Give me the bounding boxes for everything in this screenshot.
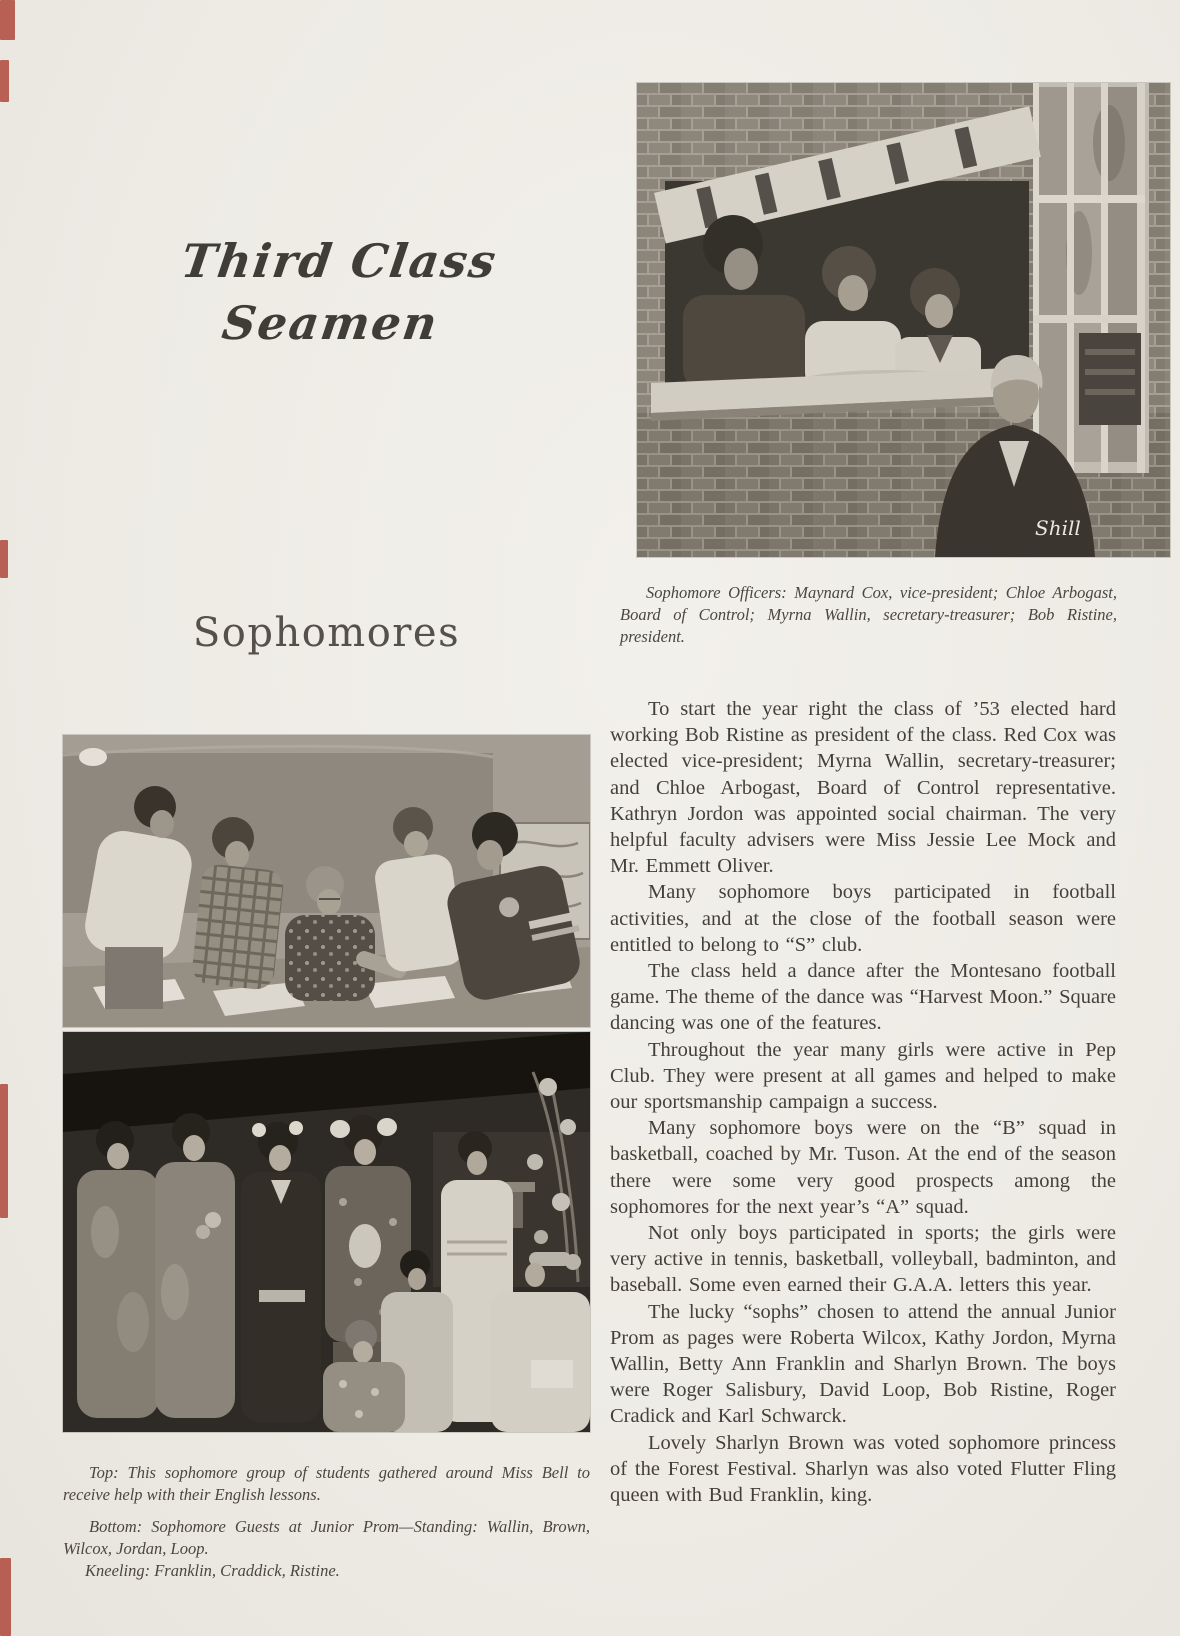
body-paragraph: Many sophomore boys participated in football activities, and at the close of the football season were entitled to belong to “S” club. <box>610 881 1116 956</box>
scan-mark <box>0 0 15 40</box>
masthead-line2: Seamen <box>219 296 443 350</box>
scan-mark <box>0 1084 8 1218</box>
body-text-column <box>610 696 1116 1508</box>
scan-mark <box>0 60 9 102</box>
prom-caption-text: Bottom: Sophomore Guests at Junior Prom—Standing: Wallin, Brown, Wilcox, Jordan, Loop. <box>63 1517 590 1558</box>
officers-photo <box>637 83 1170 557</box>
classroom-photo <box>63 735 590 1027</box>
officers-caption <box>620 582 1117 648</box>
body-paragraph: Throughout the year many girls were active in Pep Club. They were present at all games and helped to make our sportsmanship campaign a success. <box>610 1038 1116 1114</box>
photographer-signature: Shill <box>1035 516 1081 540</box>
officers-caption-text: Sophomore Officers: Maynard Cox, vice-president; Chloe Arbogast, Board of Control; Myrna Wallin, secretary-treasurer; Bob Ristine, president. <box>620 583 1117 646</box>
classroom-caption-text: Top: This sophomore group of students gathered around Miss Bell to receive help with their English lessons. <box>63 1463 590 1504</box>
body-paragraph: Many sophomore boys were on the “B” squad in basketball, coached by Mr. Tuson. At the end of the season there were some very good prospects among the sophomores for the next year’s “A” squad. <box>610 1117 1116 1218</box>
section-heading: Sophomores <box>192 610 461 656</box>
prom-caption <box>63 1516 590 1582</box>
officers-photo-image <box>637 83 1170 557</box>
scan-mark <box>0 1558 11 1636</box>
body-paragraph: The lucky “sophs” chosen to attend the annual Junior Prom as pages were Roberta Wilcox, Kathy Jordon, Myrna Wallin, Betty Ann Franklin and Sharlyn Brown. The boys were Roger Salisbury, David Loop, Bob Ristine, Roger Cradick and Karl Schwarck. <box>610 1300 1116 1428</box>
classroom-photo-image <box>63 735 590 1027</box>
prom-photo <box>63 1032 590 1432</box>
body-paragraph: The class held a dance after the Montesano football game. The theme of the dance was “Harvest Moon.” Square dancing was one of the features. <box>610 960 1116 1035</box>
body-paragraph: Lovely Sharlyn Brown was voted sophomore princess of the Forest Festival. Sharlyn was also voted Flutter Fling queen with Bud Franklin, king. <box>610 1431 1116 1507</box>
body-paragraph: To start the year right the class of ’53 elected hard working Bob Ristine as president of the class. Red Cox was elected vice-president; Myrna Wallin, secretary-treasurer; and Chloe Arbogast, Board of Control representative. Kathryn Jordon was appointed social chairman. The very helpful faculty advisers were Miss Jessie Lee Mock and Mr. Emmett Oliver. <box>610 698 1116 878</box>
prom-caption-kneeling: Kneeling: Franklin, Craddick, Ristine. <box>85 1561 340 1580</box>
masthead-line1: Third Class <box>177 234 501 288</box>
prom-photo-image <box>63 1032 590 1432</box>
classroom-caption <box>63 1462 590 1506</box>
body-paragraph: Not only boys participated in sports; the girls were very active in tennis, basketball, volleyball, badminton, and baseball. Some even earned their G.A.A. letters this year. <box>610 1222 1116 1297</box>
scan-mark <box>0 540 8 578</box>
masthead-title <box>76 230 593 354</box>
